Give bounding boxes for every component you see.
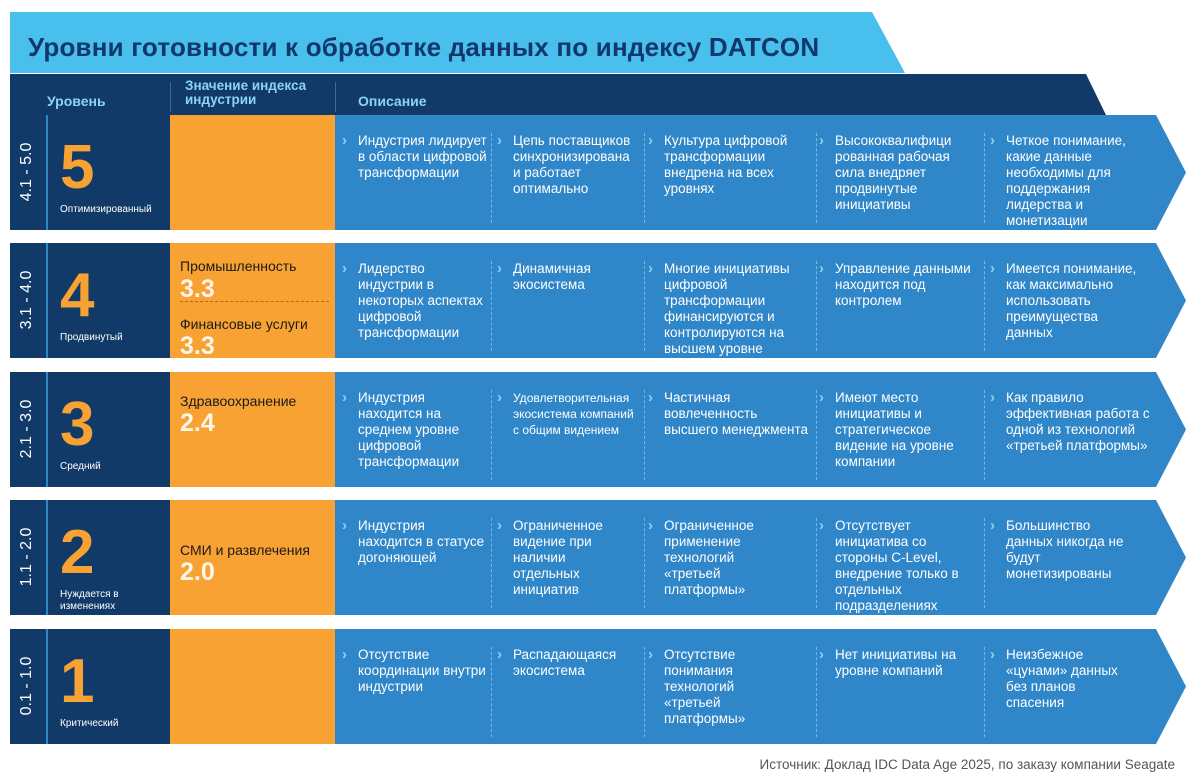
description-item: › Отсутствует инициатива со стороны C-Level, внедрение только в отдельных подразделениях [819, 517, 959, 613]
page-title: Уровни готовности к обработке данных по индексу DATCON [28, 32, 820, 62]
level-name: Критический [60, 718, 119, 729]
source-note: Источник: Доклад IDC Data Age 2025, по заказу компании Seagate [759, 757, 1175, 772]
industry-index-box [170, 629, 335, 744]
description-divider [984, 261, 985, 351]
description-divider [816, 133, 817, 223]
description-divider [491, 518, 492, 608]
chevron-right-icon: › [990, 517, 995, 534]
level-name: Оптимизированный [60, 204, 152, 215]
description-item: › Распадающаяся экосистема [497, 646, 617, 678]
chevron-right-icon: › [342, 389, 347, 406]
level-range: 2.1 - 3.0 [18, 399, 35, 459]
industry-index-box [170, 500, 335, 615]
description-item: › Ограниченное применение технологий «третьей платформы» [648, 517, 754, 597]
description-divider [816, 647, 817, 737]
level-number: 5 [60, 133, 95, 202]
level-name: Средний [60, 461, 101, 472]
description-divider [816, 390, 817, 480]
chevron-right-icon: › [990, 389, 995, 406]
description-divider [644, 647, 645, 737]
description-item: › Индустрия лидирует в области цифровой трансформации [342, 132, 487, 180]
industry-value: 3.3 [180, 332, 215, 360]
description-item: › Культура цифровой трансформации внедрена на всех уровнях [648, 132, 788, 196]
level-box [10, 115, 170, 230]
description-item: › Отсутствие координации внутри индустрии [342, 646, 486, 694]
description-item: › Имеется понимание, как максимально использовать преимущества данных [990, 260, 1137, 340]
description-divider [644, 261, 645, 351]
description-item: › Ограниченное видение при наличии отдельных инициатив [497, 517, 603, 597]
header-divider [170, 82, 171, 112]
chevron-right-icon: › [819, 132, 824, 149]
level-range: 4.1 - 5.0 [18, 142, 35, 202]
level-row-4 [10, 243, 1186, 358]
header-divider [335, 82, 336, 112]
description-divider [816, 518, 817, 608]
description-item: › Удовлетворительная экосистема компаний с общим видением [497, 389, 634, 437]
description-item: › Неизбежное «цунами» данных без планов спасения [990, 646, 1118, 710]
level-number: 1 [60, 647, 95, 716]
level-box [10, 629, 170, 744]
chevron-right-icon: › [497, 132, 502, 149]
chevron-right-icon: › [648, 132, 653, 149]
chevron-right-icon: › [497, 517, 502, 534]
description-item: › Динамичная экосистема [497, 260, 591, 292]
level-box [10, 500, 170, 615]
level-name: Нуждается в изменениях [60, 589, 119, 612]
chevron-right-icon: › [819, 646, 824, 663]
description-item: › Нет инициативы на уровне компаний [819, 646, 957, 678]
industry-index-box [170, 115, 335, 230]
chevron-right-icon: › [819, 260, 824, 277]
description-divider [984, 518, 985, 608]
table-header [10, 74, 1106, 115]
chevron-right-icon: › [990, 646, 995, 663]
description-divider [491, 647, 492, 737]
description-divider [491, 390, 492, 480]
chevron-right-icon: › [342, 646, 347, 663]
level-row-2 [10, 500, 1186, 615]
industry-name: СМИ и развлечения [180, 542, 310, 558]
description-divider [984, 647, 985, 737]
description-item: › Частичная вовлеченность высшего менеджмента [648, 389, 808, 437]
description-divider [644, 518, 645, 608]
industry-name: Промышленность [180, 258, 297, 274]
level-number: 2 [60, 518, 95, 587]
level-row-1 [10, 629, 1186, 744]
description-item: › Высококвалифици рованная рабочая сила внедряет продвинутые инициативы [819, 132, 952, 212]
chevron-right-icon: › [342, 260, 347, 277]
description-divider [491, 261, 492, 351]
chevron-right-icon: › [648, 389, 653, 406]
chevron-right-icon: › [990, 260, 995, 277]
description-divider [644, 133, 645, 223]
description-item: › Отсутствие понимания технологий «третьей платформы» [648, 646, 746, 726]
level-name: Продвинутый [60, 332, 123, 343]
divider [46, 115, 48, 230]
description-item: › Цепь поставщиков синхронизирована и работает оптимально [497, 132, 631, 196]
chevron-right-icon: › [648, 646, 653, 663]
divider [46, 372, 48, 487]
chevron-right-icon: › [819, 389, 824, 406]
description-item: › Как правило эффективная работа с одной из технологий «третьей платформы» [990, 389, 1150, 453]
chevron-right-icon: › [497, 389, 502, 406]
chevron-right-icon: › [648, 517, 653, 534]
level-range: 0.1 - 1.0 [18, 656, 35, 716]
industry-name: Финансовые услуги [180, 316, 308, 332]
divider [46, 500, 48, 615]
description-item: › Индустрия находится в статусе догоняющей [342, 517, 485, 565]
industry-value: 2.0 [180, 558, 215, 586]
industry-divider [180, 301, 329, 302]
header-industry-index: Значение индекса индустрии [185, 78, 307, 107]
level-range: 3.1 - 4.0 [18, 270, 35, 330]
chevron-right-icon: › [648, 260, 653, 277]
level-row-3 [10, 372, 1186, 487]
chevron-right-icon: › [342, 517, 347, 534]
industry-value: 3.3 [180, 275, 215, 303]
description-item: › Лидерство индустрии в некоторых аспектах цифровой трансформации [342, 260, 483, 340]
description-item: › Индустрия находится на среднем уровне цифровой трансформации [342, 389, 460, 469]
industry-name: Здравоохранение [180, 393, 297, 409]
chevron-right-icon: › [819, 517, 824, 534]
level-number: 4 [60, 261, 95, 330]
industry-index-box [170, 372, 335, 487]
description-item: › Большинство данных никогда не будут монетизированы [990, 517, 1124, 581]
header-level: Уровень [47, 93, 106, 109]
industry-value: 2.4 [180, 409, 215, 437]
divider [46, 629, 48, 744]
description-divider [491, 133, 492, 223]
description-divider [984, 390, 985, 480]
industry-index-box [170, 243, 335, 358]
level-row-5 [10, 115, 1186, 230]
description-item: › Имеют место инициативы и стратегическое видение на уровне компании [819, 389, 954, 469]
chevron-right-icon: › [342, 132, 347, 149]
description-item: › Многие инициативы цифровой трансформации финансируются и контролируются на высшем уровне [648, 260, 790, 356]
level-number: 3 [60, 390, 95, 459]
level-range: 1.1 - 2.0 [18, 527, 35, 587]
chevron-right-icon: › [497, 646, 502, 663]
header-description: Описание [358, 93, 427, 109]
chevron-right-icon: › [990, 132, 995, 149]
level-box [10, 372, 170, 487]
description-item: › Управление данными находится под контролем [819, 260, 971, 308]
level-box [10, 243, 170, 358]
chevron-right-icon: › [497, 260, 502, 277]
description-divider [816, 261, 817, 351]
divider [46, 243, 48, 358]
description-divider [984, 133, 985, 223]
description-divider [644, 390, 645, 480]
description-item: › Четкое понимание, какие данные необходимы для поддержания лидерства и монетизации [990, 132, 1126, 228]
